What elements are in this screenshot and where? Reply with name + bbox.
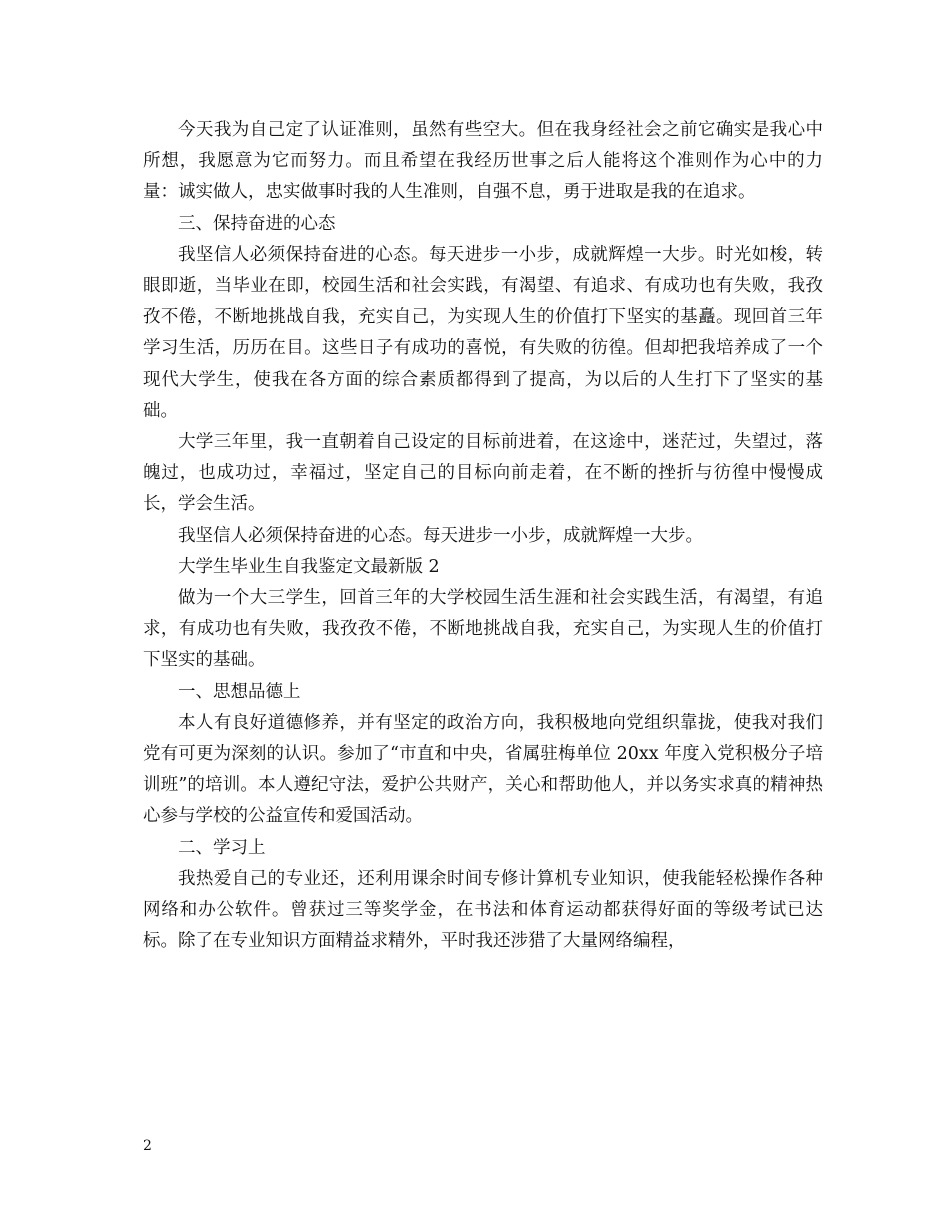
article-title-2: 大学生毕业生自我鉴定文最新版 2	[178, 556, 440, 577]
document-body	[143, 115, 823, 957]
paragraph-2: 我坚信人必须保持奋进的心态。每天进步一小步，成就辉煌一大步。时光如梭，转眼即逝，当毕业在即，校园生活和社会实践，有渴望、有追求、有成功也有失败，我孜孜不倦，不断地挑战自我，充实自己，为实现人生的价值打下坚实的基矗。现回首三年学习生活，历历在目。这些日子有成功的喜悦，有失败的彷徨。但却把我培养成了一个现代大学生，使我在各方面的综合素质都得到了提高，为以后的人生打下了坚实的基础。	[143, 244, 823, 421]
section-heading-3: 三、保持奋进的心态	[178, 213, 336, 234]
section-heading-2: 二、学习上	[178, 837, 266, 858]
paragraph-3: 大学三年里，我一直朝着自己设定的目标前进着，在这途中，迷茫过，失望过，落魄过，也成功过，幸福过，坚定自己的目标向前走着，在不断的挫折与彷徨中慢慢成长，学会生活。	[143, 432, 823, 515]
page-number: 2	[143, 1138, 152, 1154]
paragraph-1: 今天我为自己定了认证准则，虽然有些空大。但在我身经社会之前它确实是我心中所想，我愿意为它而努力。而且希望在我经历世事之后人能将这个准则作为心中的力量：诚实做人，忠实做事时我的人生准则，自强不息，勇于进取是我的在追求。	[143, 120, 823, 203]
paragraph-6: 本人有良好道德修养，并有坚定的政治方向，我积极地向党组织靠拢，使我对我们党有可更为深刻的认识。参加了“市直和中央，省属驻梅单位 20xx 年度入党积极分子培训班”的培训。本人遵纪守法，爱护公共财产，关心和帮助他人，并以务实求真的精神热心参与学校的公益宣传和爱国活动。	[143, 712, 823, 827]
paragraph-4: 我坚信人必须保持奋进的心态。每天进步一小步，成就辉煌一大步。	[178, 525, 703, 546]
paragraph-7: 我热爱自己的专业还，还利用课余时间专修计算机专业知识，使我能轻松操作各种网络和办公软件。曾获过三等奖学金，在书法和体育运动都获得好面的等级考试已达标。除了在专业知识方面精益求精外，平时我还涉猎了大量网络编程，	[143, 868, 823, 952]
paragraph-5: 做为一个大三学生，回首三年的大学校园生活生涯和社会实践生活，有渴望，有追求，有成功也有失败，我孜孜不倦，不断地挑战自我，充实自己，为实现人生的价值打下坚实的基础。	[143, 588, 823, 671]
section-heading-1: 一、思想品德上	[178, 681, 301, 702]
